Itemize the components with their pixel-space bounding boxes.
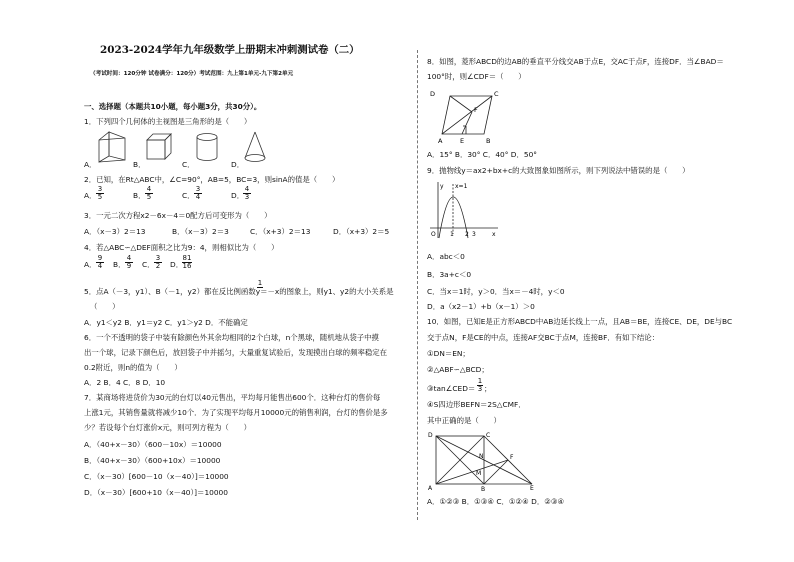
column-divider [417,50,418,520]
q2-option-b-fraction: $\frac{4}{5}$ [146,185,152,201]
cylinder-figure [194,132,220,164]
exam-info: （考试时间：120分钟 试卷满分：120分）考试范围：九上第1单元-九下第2单元 [90,71,294,77]
question-3: 3．一元二次方程x2－6x－4＝0配方后可变形为（ ） [84,211,272,220]
q3-option-c: C．（x+3）2＝13 [250,227,311,236]
cube-figure [145,132,173,162]
q10-statement-2: ②△ABF∽△BCD； [427,365,489,374]
q1-option-c: C． [182,160,195,169]
q4-option-b-fraction: $\frac{4}{9}$ [126,254,132,270]
fig8-label-f: F [474,106,478,114]
fig8-label-a: A [438,137,443,144]
q1-option-b: B． [133,160,146,169]
q9-option-d: D．a（x2－1）+b（x－1）＞0 [427,302,535,311]
fig10-label-f: F [510,454,514,461]
parabola-figure [428,178,500,242]
q4-option-c-label: C． [142,260,155,269]
question-4: 4．若△ABC∽△DEF面积之比为9：4，则相似比为（ ） [84,243,279,252]
question-6-line-1: 6．一个不透明的袋子中装有除颜色外其余均相同的2个白球，n个黑球，随机地从袋子中摸 [84,333,379,342]
q10-statement-3-fraction: $\frac{1}{3}$ [477,377,483,393]
q7-option-c: C．（x－30）[600－10（x－40）]＝10000 [84,472,229,481]
q5-answer-paren: （ ） [90,302,120,311]
question-7-line-1: 7．某商场将进货价为30元的台灯以40元售出，平均每月能售出600个．这种台灯的售价每 [84,393,381,402]
q8-options: A．15° B．30° C．40° D．50° [427,150,537,159]
fig8-label-b: B [486,137,491,144]
question-10-line-1: 10．如图，已知E是正方形ABCD中AB边延长线上一点，且AB＝BE，连接CE、DE，DE与BC [427,317,733,326]
fig9-label-origin: O [431,231,436,238]
q7-option-d: D．（x－30）[600+10（x－40）]＝10000 [84,488,228,497]
q4-option-a-fraction: $\frac{9}{4}$ [97,254,103,270]
q4-option-c-fraction: $\frac{3}{2}$ [155,254,161,270]
question-5: 5．点A（－3，y1）、B（－1，y2）都在反比例函数y＝－x的图象上，则y1、y2的大小关系是 [84,287,394,296]
question-7-line-3: 少？若设每个台灯涨价x元，则可列方程为（ ） [84,423,251,432]
q4-option-a-label: A． [84,260,97,269]
q5-fraction-numerator: 1 [257,279,263,287]
question-10-line-2: 交于点N，F是CE的中点，连接AF交BC于点M，连接BF．有如下结论： [427,333,660,342]
q9-option-a: A．abc＜0 [427,252,465,261]
q2-option-a-fraction: $\frac{3}{5}$ [97,185,103,201]
fig10-label-c: C [486,432,491,439]
q10-statement-3: ③tan∠CED＝ [427,384,476,393]
question-9: 9．抛物线y＝ax2+bx+c的大致图象如图所示，则下列说法中错误的是（ ） [427,166,690,175]
fig10-label-d: D [428,432,433,439]
fig8-label-d: D [430,90,436,98]
fig9-label-axis: x=1 [455,183,468,190]
q10-question: 其中正确的是（ ） [427,416,501,425]
q2-option-a-label: A． [84,191,97,200]
q2-option-c-label: C． [182,191,195,200]
q1-option-d: D． [231,160,245,169]
q2-option-d-fraction: $\frac{4}{3}$ [244,185,250,201]
q10-options: A．①②③ B．①③④ C．①②④ D．②③④ [427,497,565,506]
fig9-tick-1: 1 [450,231,454,238]
question-2: 2．已知，在Rt△ABC中，∠C=90°，AB=5，BC=3，则sinA的值是（ ） [84,175,340,184]
question-6-line-2: 出一个球，记录下颜色后，放回袋子中并摇匀，大量重复试验后，发现摸出白球的频率稳定在 [84,348,388,357]
q10-statement-4: ④S四边形BEFN＝2S△CMF． [427,400,526,409]
q4-option-d-label: D． [170,260,184,269]
question-6-line-3: 0.2附近，则n的值为（ ） [84,363,182,372]
cone-figure [242,130,268,166]
q2-option-c-fraction: $\frac{3}{4}$ [195,185,201,201]
rhombus-figure [428,86,502,144]
fig9-label-y: y [440,183,444,190]
q5-options: A．y1＜y2 B．y1＝y2 C．y1＞y2 D．不能确定 [84,318,248,327]
question-1: 1．下列四个几何体的主视图是三角形的是（ ） [84,117,252,126]
q2-option-d-label: D． [231,191,245,200]
q2-option-b-label: B． [133,191,146,200]
question-8-line-1: 8．如图，菱形ABCD的边AB的垂直平分线交AB于点E，交AC于点F，连接DF．当∠BAD＝ [427,57,724,66]
q10-statement-1: ①DN＝EN； [427,349,470,358]
fig8-label-e: E [460,137,465,144]
q9-option-c: C．当x＝1时，y＞0．当x＝－4时，y＜0 [427,287,565,296]
fig10-label-n: N [479,453,484,460]
triangular-prism-figure [96,130,128,164]
fig10-label-m: M [476,470,482,477]
q6-options: A．2 B．4 C．8 D．10 [84,378,166,387]
question-8-line-2: 100°时，则∠CDF＝（ ） [427,72,526,81]
exam-title: 2023-2024学年九年级数学上册期末冲刺测试卷（二） [100,44,360,56]
q3-option-b: B．（x－3）2＝3 [172,227,229,236]
q7-option-a: A．（40+x－30）（600－10x）＝10000 [84,440,222,449]
square-figure [426,428,542,492]
fig8-label-c: C [494,90,499,98]
question-7-line-2: 上涨1元，其销售量就将减少10个．为了实现平均每月10000元的销售利润，台灯的售价是多 [84,408,388,417]
q9-option-b: B．3a+c＜0 [427,270,472,279]
q4-option-b-label: B． [113,260,126,269]
fig9-tick-3: 3 [472,231,476,238]
fig10-label-b: B [481,486,486,492]
q7-option-b: B．（40+x－30）（600+10x）＝10000 [84,456,221,465]
q1-option-a: A． [84,160,97,169]
section-heading: 一、选择题（本题共10小题，每小题3分，共30分）。 [84,102,262,111]
fig9-label-x: x [492,231,496,238]
fig10-label-a: A [428,485,433,492]
q3-option-d: D．（x+3）2＝5 [333,227,390,236]
q10-statement-3-end: ； [484,384,492,393]
fig10-label-e: E [530,485,534,492]
fig9-tick-2: 2 [465,231,469,238]
q3-option-a: A．（x－3）2＝13 [84,227,146,236]
q4-option-d-fraction: $\frac{81}{16}$ [182,254,192,270]
